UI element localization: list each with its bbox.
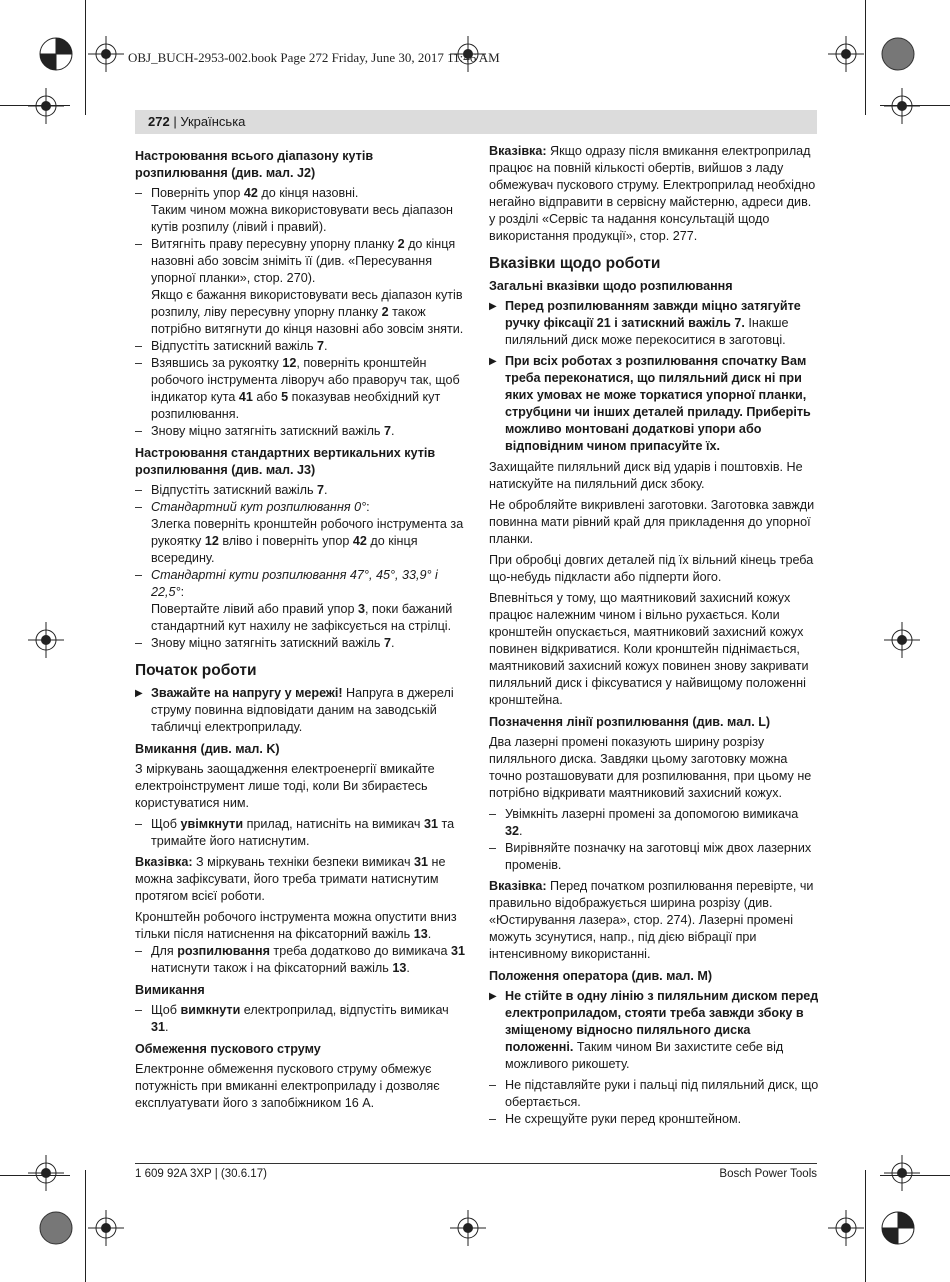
- list-item: – Увімкніть лазерні промені за допомогою вимикача 32.: [489, 806, 819, 840]
- note-paragraph: Вказівка: З міркувань техніки безпеки вимикач 31 не можна зафіксувати, його треба тримати натиснутим протягом всієї роботи.: [135, 855, 446, 903]
- list-item: – Стандартний кут розпилювання 0°: Злегка поверніть кронштейн робочого інструмента за рукоятку 12 вліво і поверніть упор 42 до кінця всередину.: [135, 499, 465, 567]
- section-heading: Вимикання: [135, 983, 205, 997]
- right-column: [489, 143, 819, 1132]
- paragraph: Захищайте пиляльний диск від ударів і поштовхів. Не натискуйте на пиляльний диск збоку.: [489, 460, 803, 491]
- warning-item: ▶ При всіх роботах з розпилювання спочатку Вам треба переконатися, що пиляльний диск ні при яких умовах не може торкатися упорної планки, струбцини чи інших деталей приладу. Приберіть можливо монтовані додаткові упори або відповідним чином припасуйте їх.: [489, 353, 819, 455]
- crop-line: [85, 1170, 86, 1282]
- section-heading: Настроювання всього діапазону кутів розпилювання (див. мал. J2): [135, 149, 374, 180]
- note-paragraph: Вказівка: Перед початком розпилювання перевірте, чи правильно відображується ширина розрізу (див. «Юстирування лазера», стор. 274). Лазерні промені можуть зсунутися, напр., під дією вібрації при інтенсивному використанні.: [489, 879, 814, 961]
- crop-line: [865, 0, 866, 115]
- section-title: Початок роботи: [135, 662, 257, 679]
- instruction-list: [489, 806, 819, 874]
- registration-mark-icon: [828, 36, 864, 72]
- list-item: – Щоб увімкнути прилад, натисніть на вимикач 31 та тримайте його натиснутим.: [135, 816, 465, 850]
- list-item: – Відпустіть затискний важіль 7.: [135, 338, 465, 355]
- print-slug: OBJ_BUCH-2953-002.book Page 272 Friday, June 30, 2017 11:46 AM: [128, 50, 500, 65]
- instruction-list: [135, 816, 465, 850]
- registration-mark-icon: [450, 1210, 486, 1246]
- registration-mark-icon: [884, 622, 920, 658]
- list-item: – Щоб вимкнути електроприлад, відпустіть вимикач 31.: [135, 1002, 465, 1036]
- list-item: – Витягніть праву пересувну упорну планку 2 до кінця назовні або зовсім зніміть її (див. «Пересування упорної планки», стор. 270). Якщо є бажання використовувати весь діапазон кутів розпилу, ліву пересувну упорну планку 2 також потрібно витягнути до кінця назовні або зовсім зняти.: [135, 236, 465, 338]
- list-item: – Не підставляйте руки і пальці під пиляльний диск, що обертається.: [489, 1077, 819, 1111]
- instruction-list: [135, 185, 465, 440]
- left-column: [135, 143, 465, 1116]
- section-heading: Вмикання (див. мал. K): [135, 742, 280, 756]
- footer-brand: Bosch Power Tools: [719, 1168, 817, 1180]
- registration-mark-icon: [880, 1210, 916, 1246]
- registration-mark-icon: [28, 622, 64, 658]
- registration-mark-icon: [38, 36, 74, 72]
- warning-list: [489, 988, 819, 1073]
- instruction-list: [135, 1002, 465, 1036]
- color-bar-icon: [880, 36, 916, 72]
- warning-item: ▶ Перед розпилюванням завжди міцно затягуйте ручку фіксації 21 і затискний важіль 7. Інакше пиляльний диск може перекоситися в заготовці.: [489, 298, 819, 349]
- paragraph: Електронне обмеження пускового струму обмежує потужність при вмиканні електроприладу і дозволяє експлуатувати його з запобіжником 16 А.: [135, 1062, 440, 1110]
- language-label: Українська: [180, 114, 246, 129]
- warning-list: [489, 298, 819, 455]
- section-heading: Настроювання стандартних вертикальних кутів розпилювання (див. мал. J3): [135, 446, 436, 477]
- crop-line: [865, 1170, 866, 1282]
- paragraph: Впевніться у тому, що маятниковий захисний кожух працює належним чином і вільно рухається. Коли кронштейн опускається, маятниковий захисний кожух повинен відкриватися. Коли кронштейн піднімається, маятниковий захисний кожух повинен знову закривати пиляльний диск і фіксуватися у найвищому положенні кронштейна.: [489, 591, 809, 707]
- registration-mark-icon: [884, 1155, 920, 1191]
- section-heading: Позначення лінії розпилювання (див. мал. L): [489, 715, 771, 729]
- warning-item: ▶ Не стійте в одну лінію з пиляльним диском перед електроприладом, стояти треба завжди збоку в зміщеному відносно пиляльного диска положенні. Таким чином Ви захистите себе від можливого рикошету.: [489, 988, 819, 1073]
- list-item: – Відпустіть затискний важіль 7.: [135, 482, 465, 499]
- paragraph: Не обробляйте викривлені заготовки. Заготовка завжди повинна мати рівний край для прикладення до упорної планки.: [489, 498, 815, 546]
- paragraph: Два лазерні промені показують ширину розрізу пиляльного диска. Завдяки цьому заготовку можна точно розташовувати для розпилювання, при цьому не потрібно відкривати маятниковий захисний кожух.: [489, 735, 812, 800]
- registration-mark-icon: [88, 36, 124, 72]
- paragraph: Кронштейн робочого інструмента можна опустити вниз тільки після натиснення на фіксаторний важіль 13.: [135, 910, 457, 941]
- paragraph: З міркувань заощадження електроенергії вмикайте електроінструмент лише тоді, коли Ви збираєтесь користуватися ним.: [135, 762, 435, 810]
- registration-mark-icon: [88, 1210, 124, 1246]
- warning-item: ▶ Зважайте на напругу у мережі! Напруга в джерелі струму повинна відповідати даним на заводській табличці електроприладу.: [135, 685, 465, 736]
- section-heading: Положення оператора (див. мал. M): [489, 969, 713, 983]
- list-item: – Не схрещуйте руки перед кронштейном.: [489, 1111, 819, 1128]
- warning-list: [135, 685, 465, 736]
- list-item: – Поверніть упор 42 до кінця назовні. Таким чином можна використовувати весь діапазон кутів розпилу (лівий і правий).: [135, 185, 465, 236]
- section-title: Вказівки щодо роботи: [489, 255, 661, 272]
- instruction-list: [489, 1077, 819, 1128]
- page-number: 272: [148, 114, 170, 129]
- list-item: – Знову міцно затягніть затискний важіль 7.: [135, 423, 465, 440]
- paragraph: При обробці довгих деталей під їх вільний кінець треба що-небудь підкласти або підперти його.: [489, 553, 814, 584]
- footer-doc-id: 1 609 92A 3XP | (30.6.17): [135, 1168, 267, 1180]
- registration-mark-icon: [884, 88, 920, 124]
- list-item: – Стандартні кути розпилювання 47°, 45°, 33,9° і 22,5°: Повертайте лівий або правий упор 3, поки бажаний стандартний кут нахилу не зафіксується на стрілці.: [135, 567, 465, 635]
- instruction-list: [135, 943, 465, 977]
- list-item: – Знову міцно затягніть затискний важіль 7.: [135, 635, 465, 652]
- registration-mark-icon: [828, 1210, 864, 1246]
- registration-mark-icon: [28, 88, 64, 124]
- section-heading: Загальні вказівки щодо розпилювання: [489, 279, 733, 293]
- list-item: – Взявшись за рукоятку 12, поверніть кронштейн робочого інструмента ліворуч або праворуч так, щоб індикатор кута 41 або 5 показував необхідний кут розпилювання.: [135, 355, 465, 423]
- list-item: – Для розпилювання треба додатково до вимикача 31 натиснути також і на фіксаторний важіль 13.: [135, 943, 465, 977]
- section-heading: Обмеження пускового струму: [135, 1042, 321, 1056]
- crop-line: [85, 0, 86, 115]
- page-header: 272 | Українська: [135, 110, 817, 134]
- color-bar-icon: [38, 1210, 74, 1246]
- instruction-list: [135, 482, 465, 652]
- list-item: – Вирівняйте позначку на заготовці між двох лазерних променів.: [489, 840, 819, 874]
- page-footer: [135, 1163, 817, 1180]
- note-paragraph: Вказівка: Якщо одразу після вмикання електроприлад працює на повній кількості обертів, вийшов з ладу обмежувач пускового струму. Електроприлад необхідно негайно відправити в сервісну майстерню, адреси див. у розділі «Сервіс та надання консультацій щодо використання продукції», стор. 277.: [489, 144, 816, 243]
- registration-mark-icon: [28, 1155, 64, 1191]
